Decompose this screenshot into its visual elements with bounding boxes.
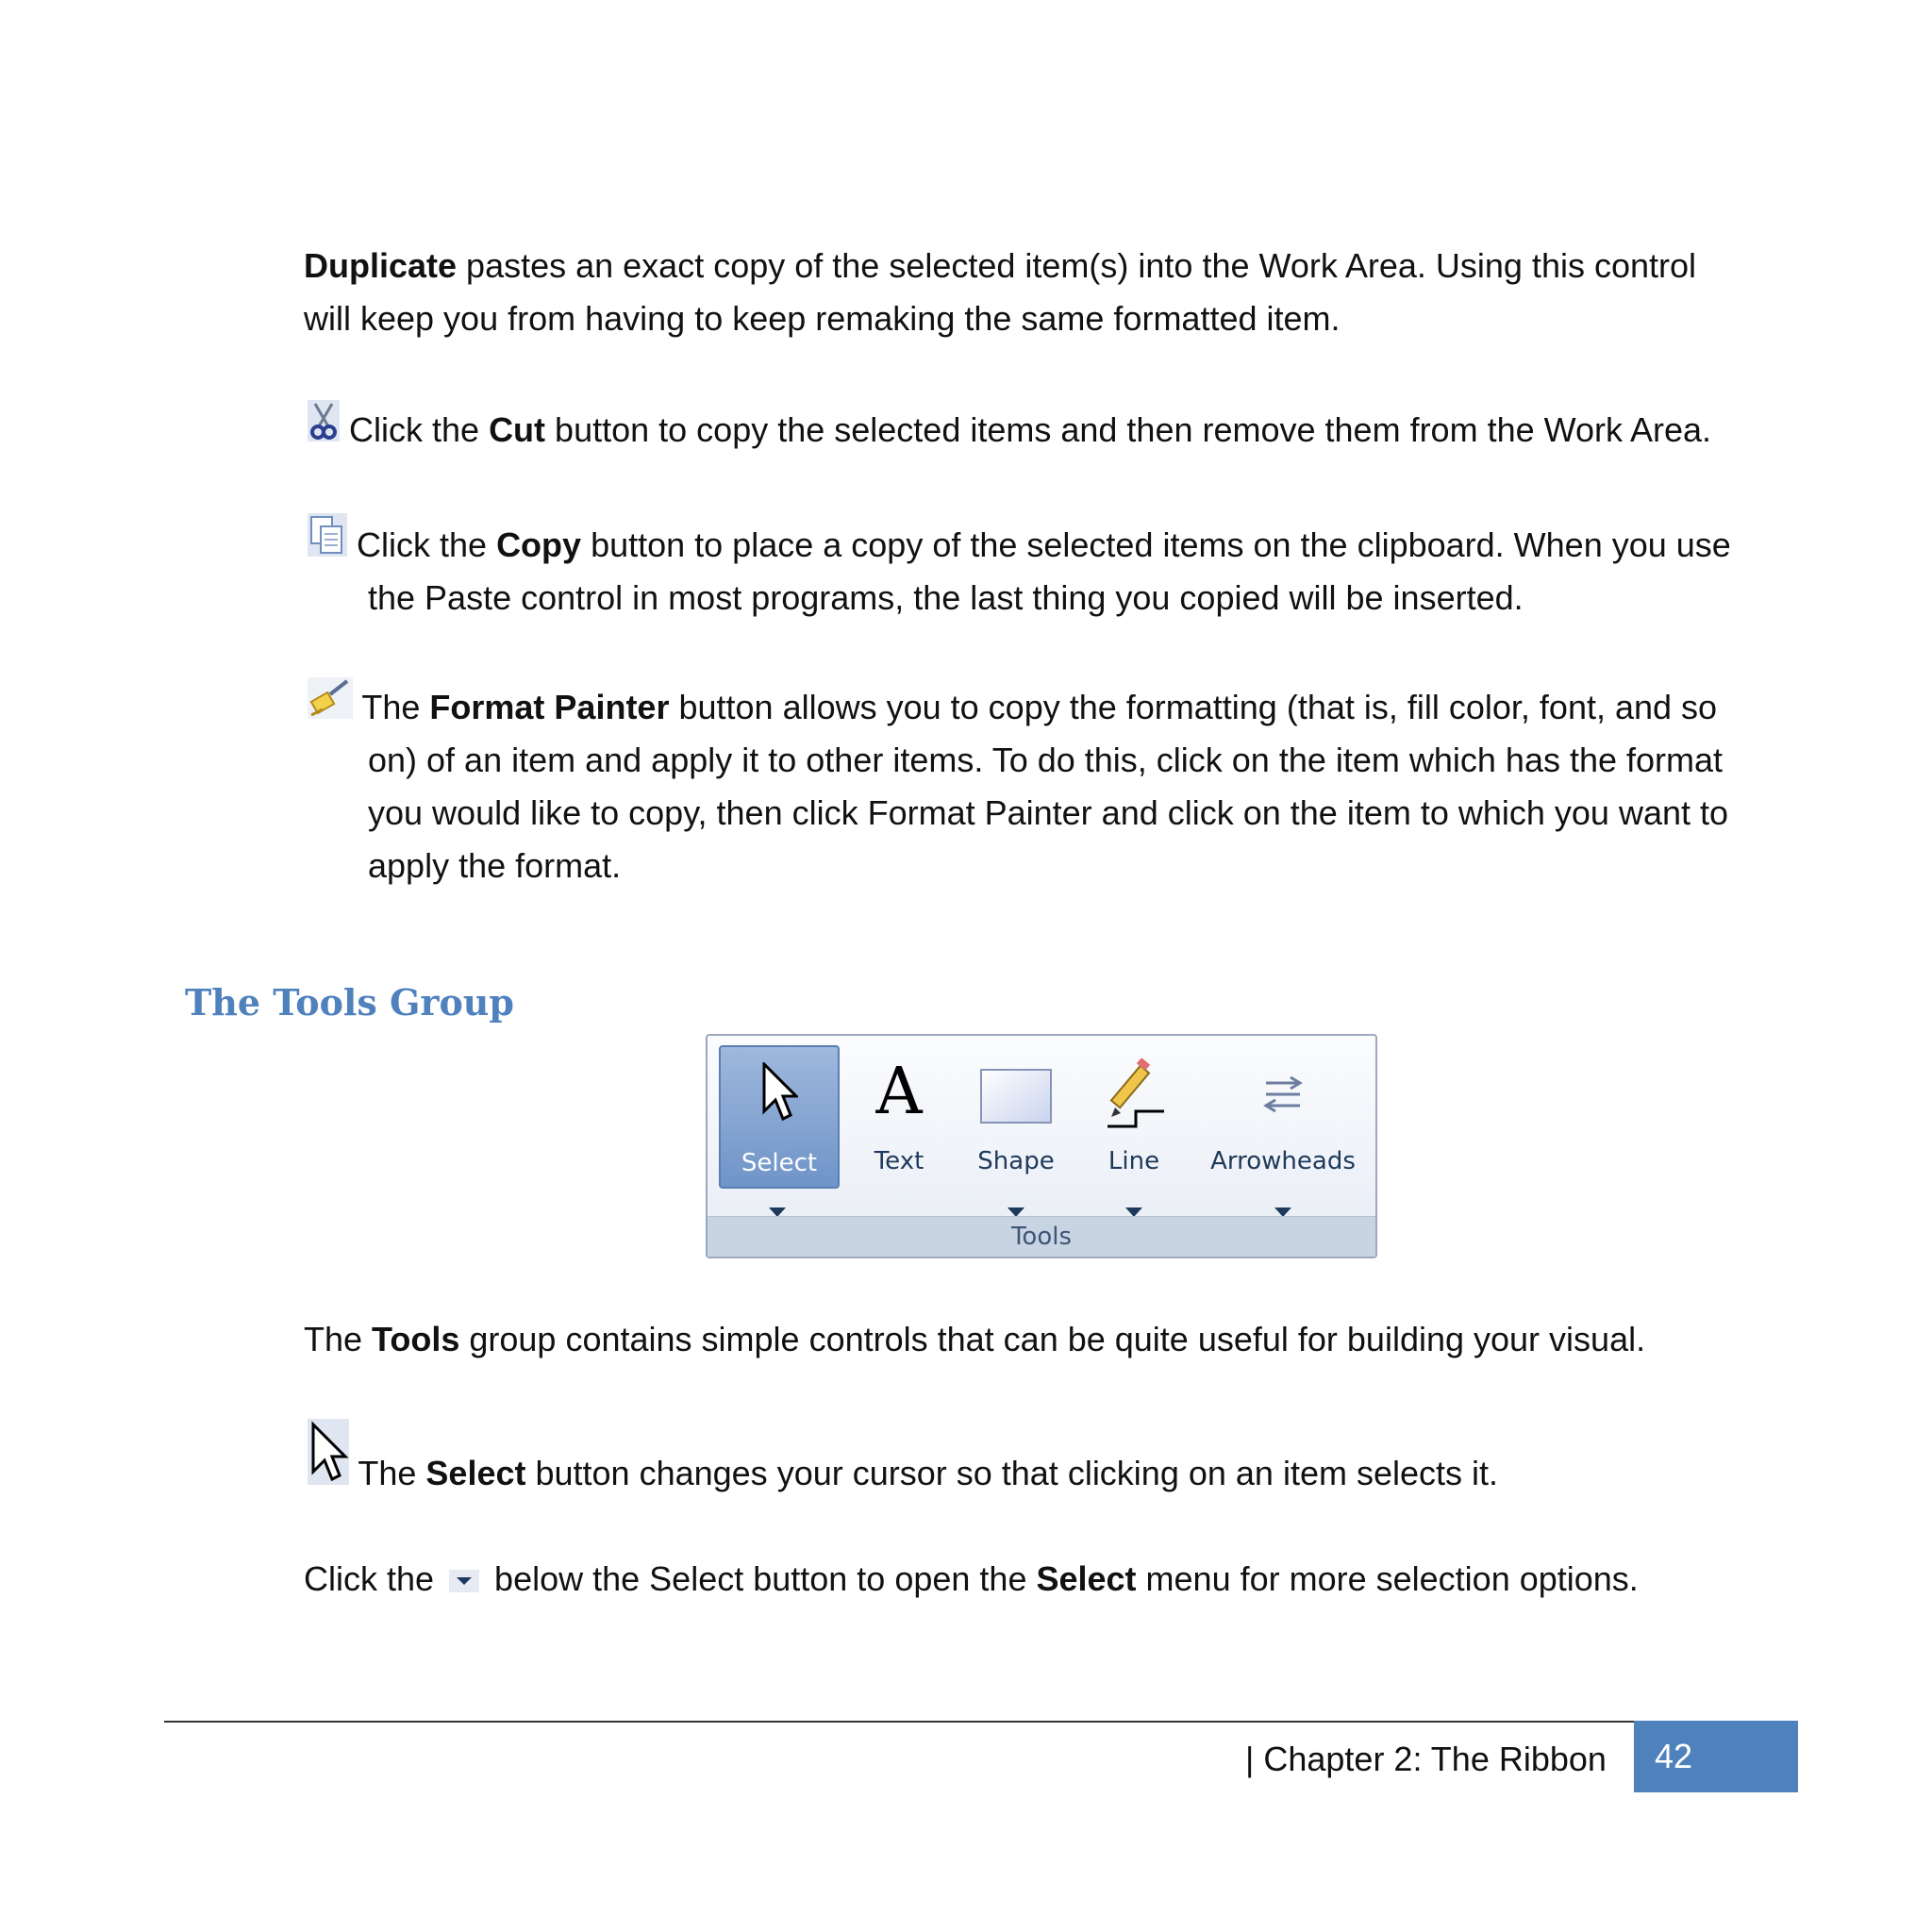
tools-intro-term: Tools [372, 1320, 460, 1358]
page-number-badge: 42 [1634, 1721, 1798, 1792]
text-tool-label: Text [874, 1147, 924, 1175]
copy-paragraph [308, 513, 1731, 625]
format-painter-text: button allows you to copy the formatting (that is, fill color, font, and so [669, 688, 1718, 726]
duplicate-paragraph [304, 240, 1696, 345]
tools-ribbon-group [706, 1034, 1377, 1258]
format-painter-paragraph [308, 677, 1728, 892]
copy-term: Copy [496, 525, 582, 564]
cut-term: Cut [489, 410, 546, 449]
select-term: Select [425, 1454, 526, 1492]
cut-prefix: Click the [349, 410, 490, 449]
select-tool-label: Select [741, 1149, 818, 1177]
cut-paragraph [308, 400, 1711, 457]
cut-text: button to copy the selected items and then remove them from the Work Area. [545, 410, 1712, 449]
copy-prefix: Click the [357, 525, 497, 564]
select-cursor-icon [308, 1419, 349, 1500]
select-menu-term: Select [1036, 1559, 1137, 1598]
format-painter-term: Format Painter [429, 688, 670, 726]
select-prefix: The [358, 1454, 426, 1492]
select-menu-paragraph [304, 1553, 1639, 1607]
shape-rectangle-icon [979, 1068, 1053, 1124]
tools-intro-text: group contains simple controls that can be quite useful for building your visual. [459, 1320, 1646, 1358]
text-tool-button[interactable] [847, 1045, 951, 1187]
line-tool-button[interactable] [1081, 1045, 1187, 1187]
shape-tool-button[interactable] [960, 1045, 1072, 1187]
select-menu-text: menu for more selection options. [1136, 1559, 1639, 1598]
select-menu-prefix: Click the [304, 1559, 444, 1598]
format-painter-icon [308, 677, 353, 734]
format-painter-text-4: apply the format. [368, 846, 622, 885]
section-heading: The Tools Group [185, 981, 514, 1024]
arrowheads-tool-button[interactable] [1200, 1045, 1366, 1187]
shape-tool-label: Shape [977, 1147, 1055, 1175]
footer-divider [164, 1721, 1798, 1723]
footer-chapter: | Chapter 2: The Ribbon [1245, 1740, 1607, 1778]
duplicate-text-2: will keep you from having to keep remaking the same formatted item. [304, 299, 1341, 338]
duplicate-text: pastes an exact copy of the selected item(s) into the Work Area. Using this control [457, 246, 1697, 285]
text-glyph-icon: A [875, 1055, 923, 1129]
dropdown-arrow-icon [449, 1555, 479, 1607]
cursor-arrow-icon [760, 1062, 798, 1123]
tools-intro-prefix: The [304, 1320, 373, 1358]
tools-group-label: Tools [708, 1216, 1375, 1257]
copy-icon [308, 513, 347, 572]
format-painter-text-3: you would like to copy, then click Format Painter and click on the item to which you want to [368, 793, 1729, 832]
format-painter-text-2: on) of an item and apply it to other items. To do this, click on the item which has the format [368, 741, 1724, 779]
select-tool-button[interactable] [719, 1045, 840, 1189]
select-paragraph [308, 1419, 1498, 1500]
select-menu-middle: below the Select button to open the [485, 1559, 1037, 1598]
copy-text: button to place a copy of the selected items on the clipboard. When you use [581, 525, 1731, 564]
format-painter-prefix: The [361, 688, 430, 726]
scissors-icon [308, 400, 340, 457]
select-text: button changes your cursor so that clicking on an item selects it. [525, 1454, 1499, 1492]
arrowheads-tool-label: Arrowheads [1210, 1147, 1356, 1175]
copy-text-2: the Paste control in most programs, the last thing you copied will be inserted. [368, 578, 1524, 617]
pencil-line-icon [1104, 1058, 1170, 1130]
arrowheads-icon [1262, 1074, 1304, 1115]
line-tool-label: Line [1108, 1147, 1160, 1175]
tools-intro-paragraph [304, 1313, 1645, 1366]
duplicate-term: Duplicate [304, 246, 458, 285]
